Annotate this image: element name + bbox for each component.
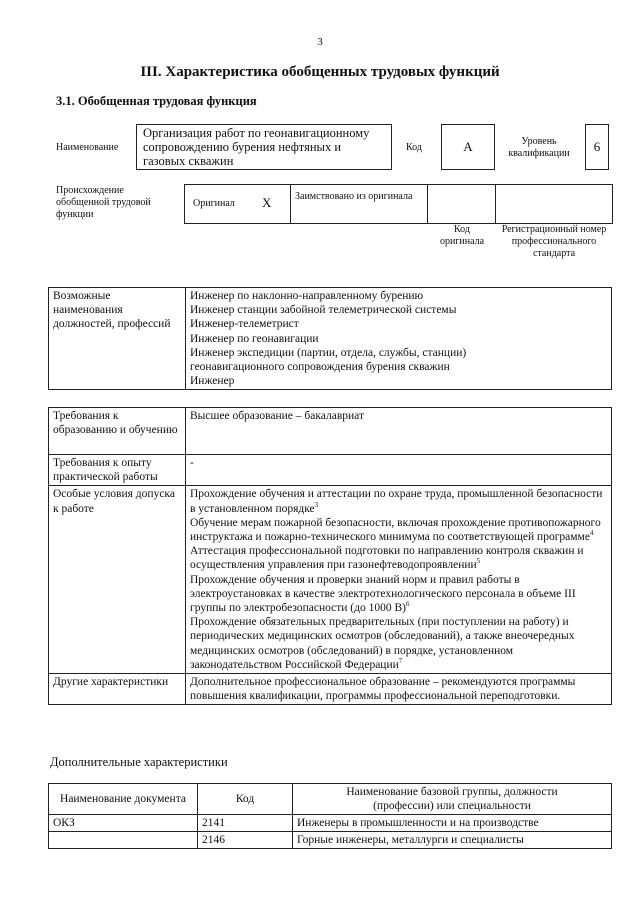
- other-characteristics-label: Другие характеристики: [49, 674, 186, 705]
- row-code: 2141: [198, 815, 293, 832]
- additional-title: Дополнительные характеристики: [50, 755, 228, 769]
- origin-grid: [184, 184, 613, 224]
- reg-number-label: Регистрационный номер профессионального стандарта: [501, 224, 607, 259]
- footnote-mark: 3: [314, 500, 319, 509]
- subsection-title: 3.1. Обобщенная трудовая функция: [56, 94, 257, 108]
- positions-list: [186, 288, 612, 390]
- education-value: Высшее образование – бакалавриат: [186, 408, 612, 455]
- original-mark: Х: [262, 195, 272, 210]
- position-item: Инженер по геонавигации: [190, 332, 319, 345]
- footnote-mark: 7: [398, 657, 403, 666]
- special-condition-item: Прохождение обязательных предварительных (при поступлении на работу) и периодических медицинских осмотров (обследований), а также внеочередных медицинских осмотров (обследований) в порядке, установленном законодательством Российской Федерации$^7$: [190, 616, 575, 671]
- experience-value: -: [186, 455, 612, 486]
- experience-label: Требования к опыту практической работы: [49, 455, 186, 486]
- level-value: 6: [585, 124, 609, 170]
- origin-label: Происхождение обобщенной трудовой функции: [56, 185, 151, 220]
- requirements-table: [48, 407, 612, 705]
- name-label: Наименование: [56, 142, 119, 153]
- table-row: [49, 815, 612, 832]
- positions-table: [48, 287, 612, 390]
- footnote-mark: 6: [406, 600, 410, 609]
- row-code: 2146: [198, 832, 293, 849]
- special-conditions-list: [186, 486, 612, 674]
- original-label: Оригинал: [193, 198, 235, 209]
- header-doc: Наименование документа: [49, 784, 198, 815]
- page-number: 3: [317, 36, 323, 48]
- special-conditions-label: Особые условия допуска к работе: [49, 486, 186, 674]
- header-code: Код: [198, 784, 293, 815]
- code-label: Код: [406, 142, 422, 153]
- header-group-name: Наименование базовой группы, должности (профессии) или специальности: [293, 784, 612, 815]
- footnote-mark: 4: [589, 529, 594, 538]
- level-label: Уровень квалификации: [508, 136, 570, 159]
- position-item: Инженер по наклонно-направленному бурению: [190, 290, 424, 302]
- other-characteristics-value: Дополнительное профессиональное образование – рекомендуются программы повышения квалификации, программы профессиональной переподготовки.: [186, 674, 612, 705]
- special-condition-item: Аттестация профессиональной подготовки по направлению контроля скважин и осуществления управления при газонефтеводопроявлении$^5$: [190, 545, 584, 572]
- borrowed-label: Заимствовано из оригинала: [295, 191, 413, 202]
- special-condition-item: Прохождение обучения и проверки знаний норм и правил работы в электроустановках в качестве электротехнологического персонала в объеме III группы по электробезопасности (до 1000 В)$^6$: [190, 573, 576, 615]
- row-doc: [49, 832, 198, 849]
- additional-table: [48, 783, 612, 849]
- original-code-label: Код оригинала: [439, 224, 485, 247]
- section-title: III. Характеристика обобщенных трудовых функций: [140, 64, 500, 80]
- row-doc: ОКЗ: [49, 815, 198, 832]
- education-label: Требования к образованию и обучению: [49, 408, 186, 455]
- special-condition-item: Прохождение обучения и аттестации по охране труда, промышленной безопасности в установленном порядке$^3$: [190, 488, 603, 515]
- footnote-mark: 5: [476, 557, 481, 566]
- position-item: Инженер экспедиции (партии, отдела, службы, станции) геонавигационного сопровождения бурения скважин: [190, 346, 467, 374]
- position-item: Инженер станции забойной телеметрической системы: [190, 304, 457, 317]
- row-name: Инженеры в промышленности и на производстве: [293, 815, 612, 832]
- function-name-value: Организация работ по геонавигационному сопровождению бурения нефтяных и газовых скважин: [136, 124, 392, 170]
- special-condition-item: Обучение мерам пожарной безопасности, включая прохождение противопожарного инструктажа и пожарно-технического минимума по соответствующей программе$^4$: [190, 516, 601, 544]
- row-name: Горные инженеры, металлурги и специалисты: [293, 832, 612, 849]
- code-value: А: [441, 124, 495, 170]
- positions-label: Возможные наименования должностей, профессий: [49, 288, 186, 390]
- position-item: Инженер-телеметрист: [190, 318, 299, 331]
- position-item: Инженер: [190, 375, 235, 388]
- table-row: [49, 832, 612, 849]
